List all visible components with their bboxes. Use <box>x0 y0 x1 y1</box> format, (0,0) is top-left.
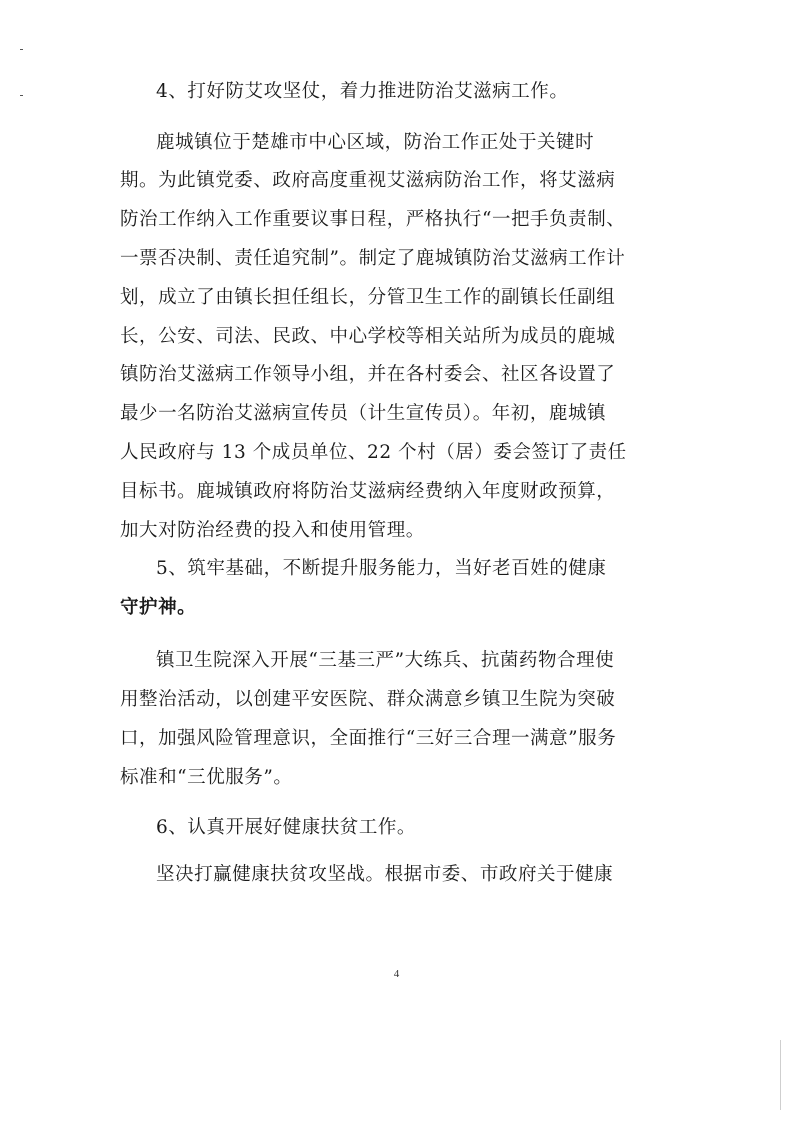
paragraph-line: 长，公安、司法、民政、中心学校等相关站所为成员的鹿城 <box>120 326 616 347</box>
paragraph-line: 防治工作纳入工作重要议事日程，严格执行“一把手负责制、 <box>120 209 626 230</box>
scan-mark <box>20 95 23 96</box>
paragraph-line: 人民政府与 13 个成员单位、22 个村（居）委会签订了责任 <box>120 442 627 463</box>
paragraph-line: 镇卫生院深入开展“三基三严”大练兵、抗菌药物合理使 <box>156 650 615 671</box>
section-heading-5: 5、筑牢基础，不断提升服务能力，当好老百姓的健康 <box>156 558 607 579</box>
section-heading-6: 6、认真开展好健康扶贫工作。 <box>156 817 416 838</box>
paragraph-line: 用整治活动，以创建平安医院、群众满意乡镇卫生院为突破 <box>120 689 616 710</box>
paragraph-line: 口，加强风险管理意识，全面推行“三好三合理一满意”服务 <box>120 728 617 749</box>
paragraph-line: 坚决打赢健康扶贫攻坚战。根据市委、市政府关于健康 <box>156 864 614 885</box>
paragraph-line: 一票否决制、责任追究制”。制定了鹿城镇防治艾滋病工作计 <box>120 248 626 269</box>
section-heading-4: 4、打好防艾攻坚仗，着力推进防治艾滋病工作。 <box>156 81 569 102</box>
paragraph-line: 期。为此镇党委、政府高度重视艾滋病防治工作，将艾滋病 <box>120 170 616 191</box>
paragraph-line: 加大对防治经费的投入和使用管理。 <box>120 520 425 541</box>
page-edge-shadow <box>780 1040 781 1110</box>
paragraph-line: 镇防治艾滋病工作领导小组，并在各村委会、社区各设置了 <box>120 364 616 385</box>
page-number: 4 <box>393 968 400 980</box>
paragraph-line: 划，成立了由镇长担任组长，分管卫生工作的副镇长任副组 <box>120 287 616 308</box>
paragraph-line: 最少一名防治艾滋病宣传员（计生宣传员）。年初，鹿城镇 <box>120 403 607 424</box>
paragraph-line: 目标书。鹿城镇政府将防治艾滋病经费纳入年度财政预算， <box>120 481 616 502</box>
paragraph-line: 鹿城镇位于楚雄市中心区域，防治工作正处于关键时 <box>156 132 595 153</box>
scan-mark <box>20 49 23 50</box>
paragraph-line: 标准和“三优服务”。 <box>120 767 293 788</box>
section-heading-5-cont: 守护神。 <box>120 597 197 618</box>
